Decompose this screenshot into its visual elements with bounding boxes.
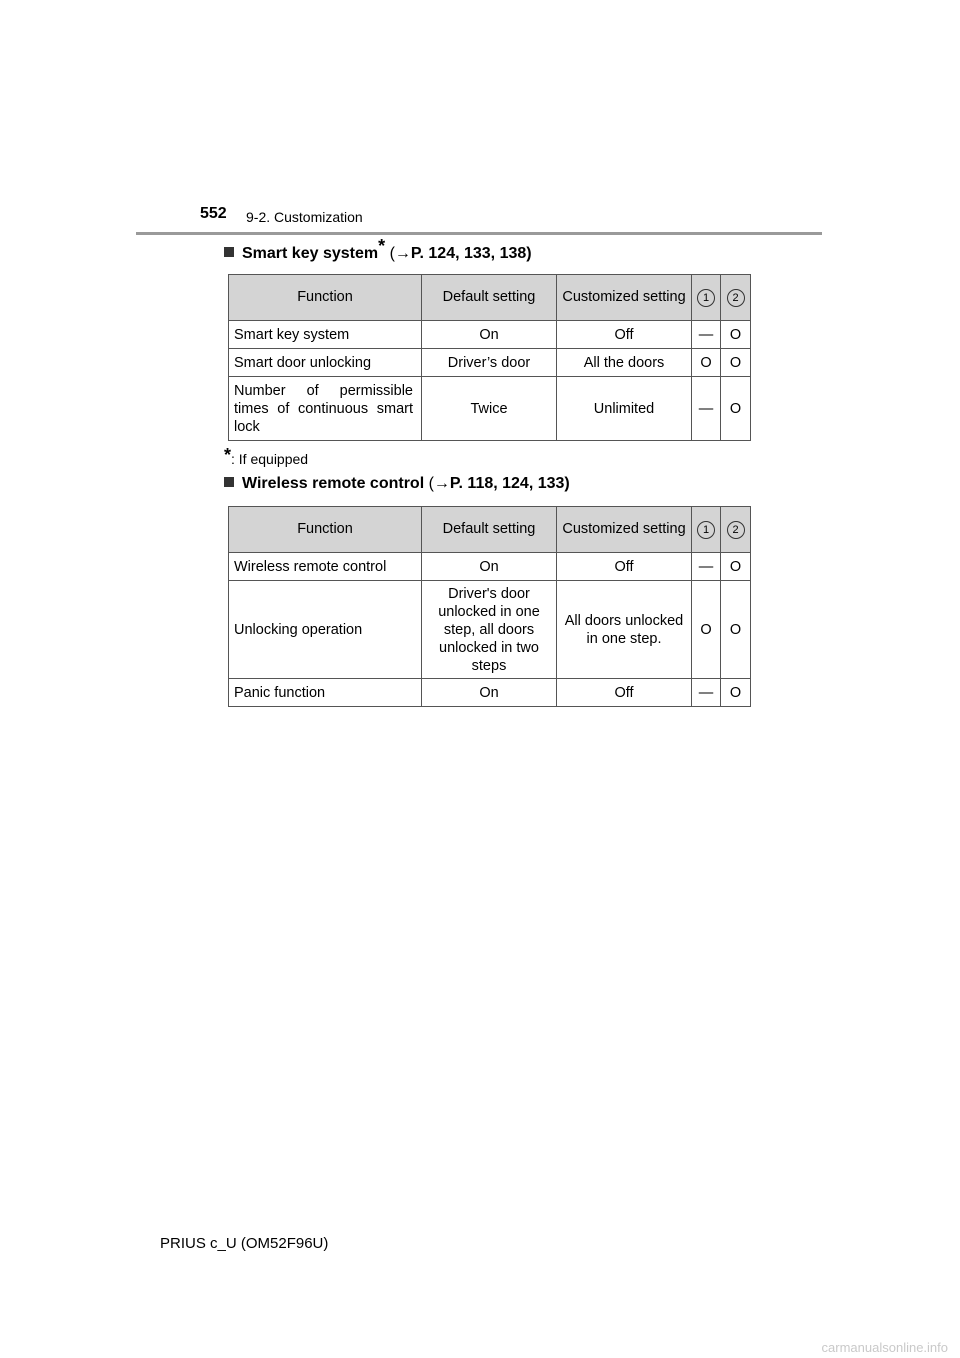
cell-function: Panic function xyxy=(229,679,422,707)
footnote-text: : If equipped xyxy=(231,451,309,467)
cell-default: Driver's door unlocked in one step, all doors unlocked in two steps xyxy=(422,581,557,679)
page-number: 552 xyxy=(200,205,227,222)
cell-function: Smart door unlocking xyxy=(229,349,422,377)
header-default: Default setting xyxy=(422,275,557,321)
cell-col2: O xyxy=(721,581,751,679)
cell-custom: All doors unlocked in one step. xyxy=(557,581,692,679)
footnote xyxy=(224,445,309,469)
table-header-row xyxy=(229,275,751,321)
cell-default: On xyxy=(422,679,557,707)
header-default: Default setting xyxy=(422,507,557,553)
cell-col2: O xyxy=(721,321,751,349)
cell-custom: Off xyxy=(557,321,692,349)
square-bullet-icon xyxy=(224,477,234,487)
circled-one-icon: 1 xyxy=(697,289,715,307)
header-customized: Customized setting xyxy=(557,275,692,321)
cell-function: Number of permissible times of continuous smart lock xyxy=(229,377,422,441)
table-row xyxy=(229,679,751,707)
cell-function: Smart key system xyxy=(229,321,422,349)
cell-col1: O xyxy=(692,349,721,377)
footnote-star: * xyxy=(224,445,232,465)
table-row xyxy=(229,349,751,377)
table-row xyxy=(229,321,751,349)
heading-title: Smart key system xyxy=(242,245,379,262)
header-function: Function xyxy=(229,275,422,321)
footnote-star: * xyxy=(378,236,386,256)
cell-custom: Unlimited xyxy=(557,377,692,441)
header-customized: Customized setting xyxy=(557,507,692,553)
cell-col1: — xyxy=(692,377,721,441)
circled-one-icon: 1 xyxy=(697,521,715,539)
cell-col1: — xyxy=(692,679,721,707)
table-row xyxy=(229,553,751,581)
wireless-remote-heading xyxy=(224,475,570,493)
cell-custom: All the doors xyxy=(557,349,692,377)
cell-col2: O xyxy=(721,377,751,441)
table-header-row xyxy=(229,507,751,553)
reference-pages: P. 118, 124, 133) xyxy=(449,475,570,492)
reference-arrow: (→ xyxy=(389,245,411,262)
cell-default: On xyxy=(422,321,557,349)
cell-default: Twice xyxy=(422,377,557,441)
cell-custom: Off xyxy=(557,553,692,581)
cell-col1: — xyxy=(692,321,721,349)
cell-default: Driver’s door xyxy=(422,349,557,377)
table-row xyxy=(229,377,751,441)
watermark: carmanualsonline.info xyxy=(821,1340,948,1355)
header-divider xyxy=(136,232,822,235)
section-title: 9-2. Customization xyxy=(246,209,363,225)
square-bullet-icon xyxy=(224,247,234,257)
cell-function: Unlocking operation xyxy=(229,581,422,679)
heading-title: Wireless remote control xyxy=(242,475,425,492)
cell-col1: — xyxy=(692,553,721,581)
cell-col2: O xyxy=(721,679,751,707)
cell-col2: O xyxy=(721,553,751,581)
model-footer: PRIUS c_U (OM52F96U) xyxy=(160,1235,329,1252)
cell-custom: Off xyxy=(557,679,692,707)
wireless-remote-table xyxy=(228,506,751,707)
reference-pages: P. 124, 133, 138) xyxy=(410,245,532,262)
cell-function: Wireless remote control xyxy=(229,553,422,581)
cell-default: On xyxy=(422,553,557,581)
reference-arrow: (→ xyxy=(428,475,450,492)
table-row xyxy=(229,581,751,679)
header-function: Function xyxy=(229,507,422,553)
circled-two-icon: 2 xyxy=(727,289,745,307)
cell-col1: O xyxy=(692,581,721,679)
smart-key-heading xyxy=(224,236,532,263)
smart-key-table xyxy=(228,274,751,441)
cell-col2: O xyxy=(721,349,751,377)
circled-two-icon: 2 xyxy=(727,521,745,539)
